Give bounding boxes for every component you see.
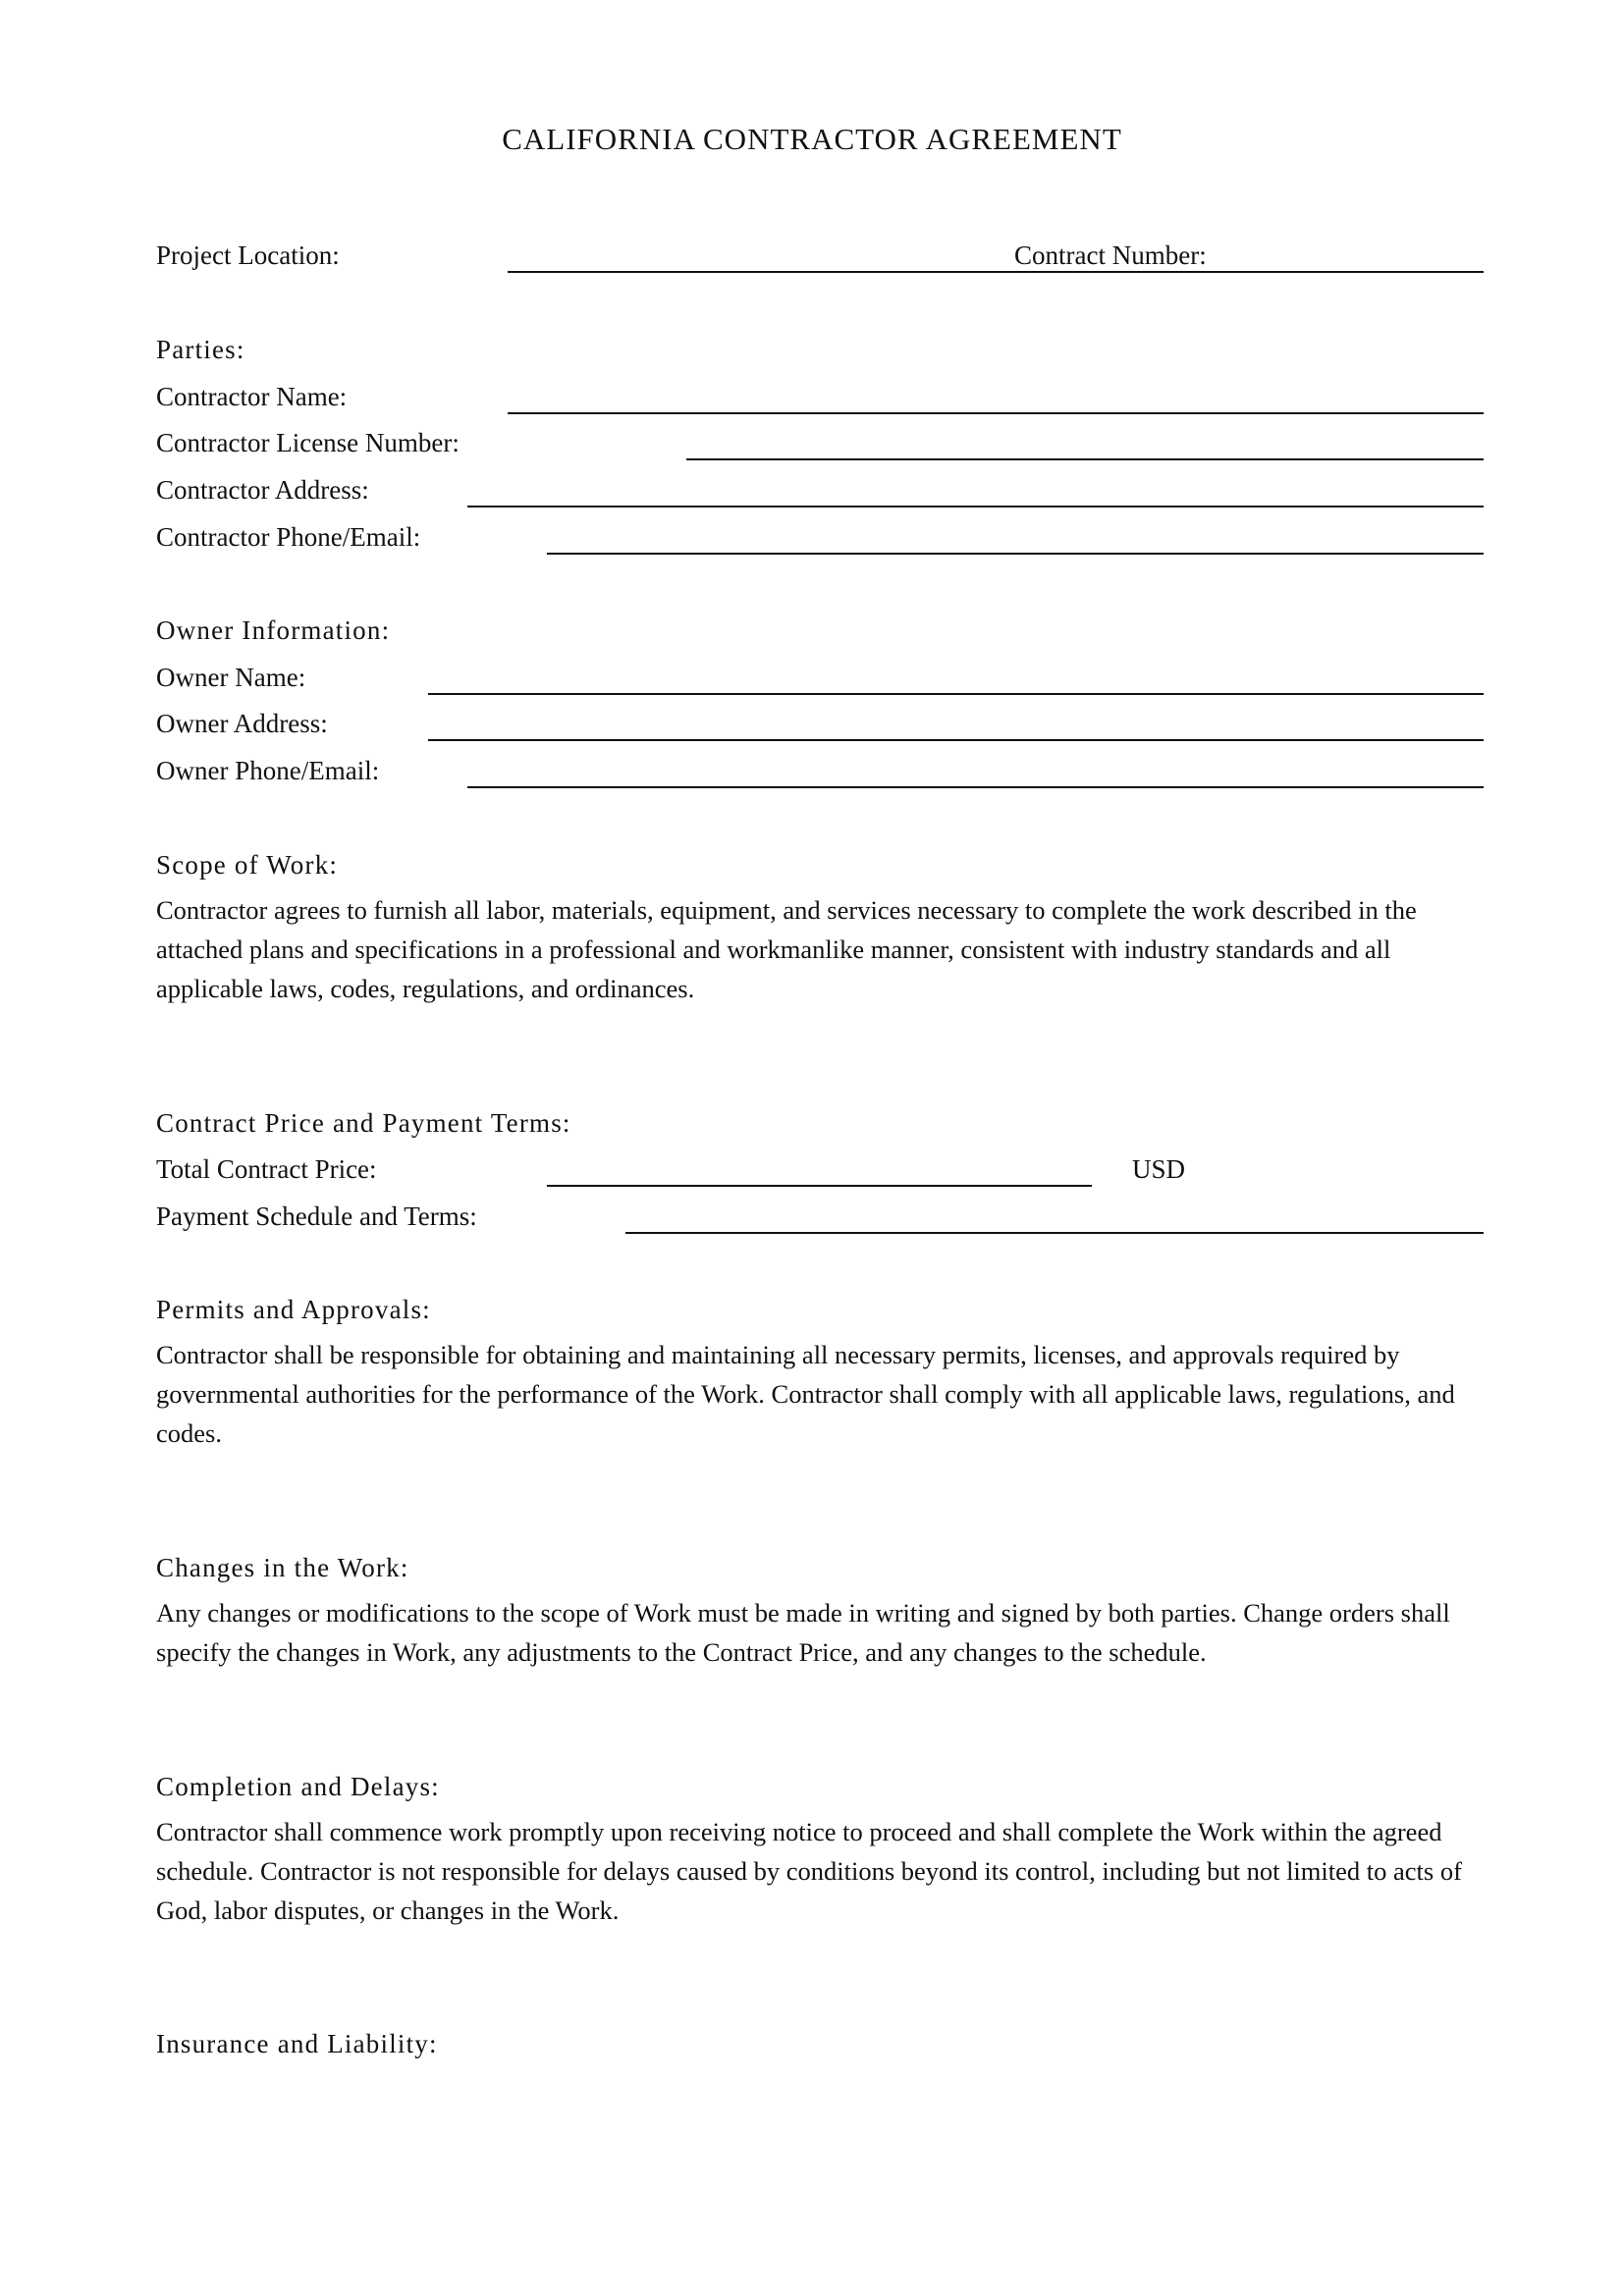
insurance-heading: Insurance and Liability: — [156, 2029, 438, 2058]
owner-contact-label: Owner Phone/Email: — [156, 756, 380, 785]
changes-heading: Changes in the Work: — [156, 1553, 409, 1582]
completion-body: Contractor shall commence work promptly upon receiving notice to proceed and shall complete the Work within the agreed schedule. Contractor is not responsible for delays caused by conditions beyond its control, including but not limited to acts of God, labor disputes, or changes in the Work. — [156, 1817, 1462, 1925]
owner-name-label: Owner Name: — [156, 663, 306, 692]
owner-heading: Owner Information: — [156, 615, 391, 645]
completion-heading: Completion and Delays: — [156, 1772, 440, 1801]
contractor-address-label: Contractor Address: — [156, 475, 369, 505]
owner-address-label: Owner Address: — [156, 709, 328, 738]
permits-heading: Permits and Approvals: — [156, 1295, 431, 1324]
changes-body: Any changes or modifications to the scope of Work must be made in writing and signed by both parties. Change orders shall specify the changes in Work, any adjustments to the Contract Price, and any changes to the schedule. — [156, 1598, 1450, 1667]
contractor-license-label: Contractor License Number: — [156, 428, 460, 457]
permits-body: Contractor shall be responsible for obtaining and maintaining all necessary permits, licenses, and approvals required by governmental authorities for the performance of the Work. Contractor shall comply with all applicable laws, regulations, and codes. — [156, 1340, 1455, 1448]
contract-number-label: Contract Number: — [1014, 240, 1207, 270]
total-price-line[interactable] — [547, 1185, 1092, 1187]
scope-heading: Scope of Work: — [156, 850, 339, 880]
payment-schedule-label: Payment Schedule and Terms: — [156, 1201, 477, 1231]
currency-label: USD — [1132, 1154, 1186, 1184]
contractor-name-line[interactable] — [508, 412, 1484, 414]
contractor-name-label: Contractor Name: — [156, 382, 348, 411]
project-location-label: Project Location: — [156, 240, 340, 270]
contractor-license-line[interactable] — [686, 458, 1484, 460]
parties-heading: Parties: — [156, 335, 245, 364]
owner-address-line[interactable] — [428, 739, 1484, 741]
project-location-line[interactable] — [508, 271, 1484, 273]
document-title: CALIFORNIA CONTRACTOR AGREEMENT — [502, 122, 1122, 156]
owner-name-line[interactable] — [428, 693, 1484, 695]
contractor-contact-line[interactable] — [547, 553, 1484, 555]
total-price-label: Total Contract Price: — [156, 1154, 377, 1184]
contractor-contact-label: Contractor Phone/Email: — [156, 522, 421, 552]
contractor-address-line[interactable] — [467, 506, 1484, 507]
scope-body: Contractor agrees to furnish all labor, materials, equipment, and services necessary to complete the work described in the attached plans and specifications in a professional and workmanlike manner, consistent with industry standards and all applicable laws, codes, regulations, and ordinances. — [156, 895, 1417, 1003]
payment-schedule-line[interactable] — [625, 1232, 1484, 1234]
price-heading: Contract Price and Payment Terms: — [156, 1108, 571, 1138]
owner-contact-line[interactable] — [467, 786, 1484, 788]
